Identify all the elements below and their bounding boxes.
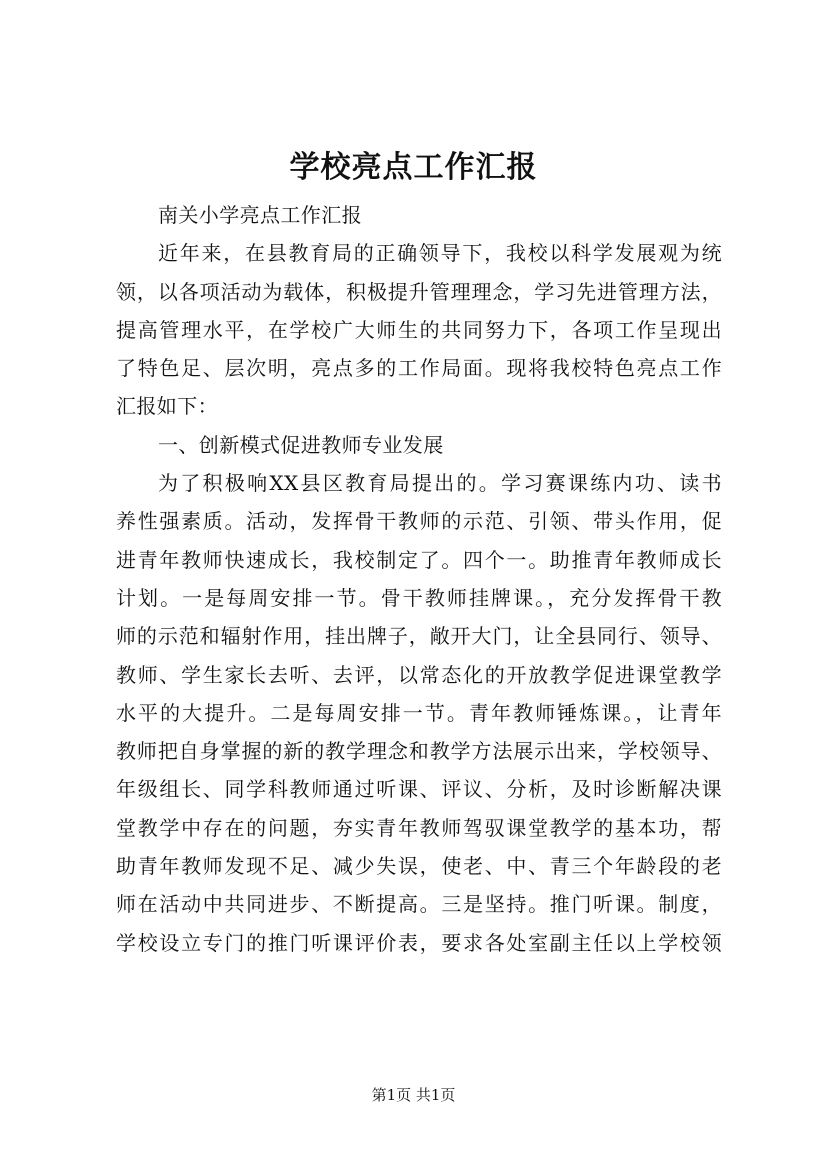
text-line: 师在活动中共同进步、不断提高。三是坚持。推门听课。制度，	[116, 892, 722, 917]
text-line: 年级组长、同学科教师通过听课、评议、分析，及时诊断解决课	[116, 777, 722, 802]
page-footer: 第1页 共1页	[371, 1086, 456, 1104]
document-body	[116, 196, 722, 962]
text-line: 汇报如下：	[116, 394, 218, 419]
text-line: 提高管理水平，在学校广大师生的共同努力下，各项工作呈现出	[116, 317, 722, 342]
text-line: 学校设立专门的推门听课评价表，要求各处室副主任以上学校领	[116, 930, 722, 955]
text-line: 师的示范和辐射作用，挂出牌子，敞开大门，让全县同行、领导、	[116, 624, 722, 649]
text-line: 教师把自身掌握的新的教学理念和教学方法展示出来，学校领导、	[116, 739, 722, 764]
text-line: 堂教学中存在的问题，夯实青年教师驾驭课堂教学的基本功，帮	[116, 815, 722, 840]
text-line: 近年来，在县教育局的正确领导下，我校以科学发展观为统	[158, 241, 722, 266]
text-line: 进青年教师快速成长，我校制定了。四个一。助推青年教师成长	[116, 547, 722, 572]
text-line: 为了积极响XX县区教育局提出的。学习赛课练内功、读书	[158, 471, 722, 496]
text-line: 一、创新模式促进教师专业发展	[158, 432, 444, 457]
text-line: 领，以各项活动为载体，积极提升管理理念，学习先进管理方法，	[116, 279, 722, 304]
text-line: 教师、学生家长去听、去评，以常态化的开放教学促进课堂教学	[116, 662, 722, 687]
text-line: 助青年教师发现不足、减少失误，使老、中、青三个年龄段的老	[116, 854, 722, 879]
text-line: 养性强素质。活动，发挥骨干教师的示范、引领、带头作用，促	[116, 509, 722, 534]
text-line: 了特色足、层次明，亮点多的工作局面。现将我校特色亮点工作	[116, 356, 722, 381]
document-title: 学校亮点工作汇报	[289, 150, 538, 185]
text-line: 南关小学亮点工作汇报	[158, 203, 362, 227]
text-line: 计划。一是每周安排一节。骨干教师挂牌课。，充分发挥骨干教	[116, 585, 722, 610]
text-line: 水平的大提升。二是每周安排一节。青年教师锤炼课。，让青年	[116, 700, 722, 725]
